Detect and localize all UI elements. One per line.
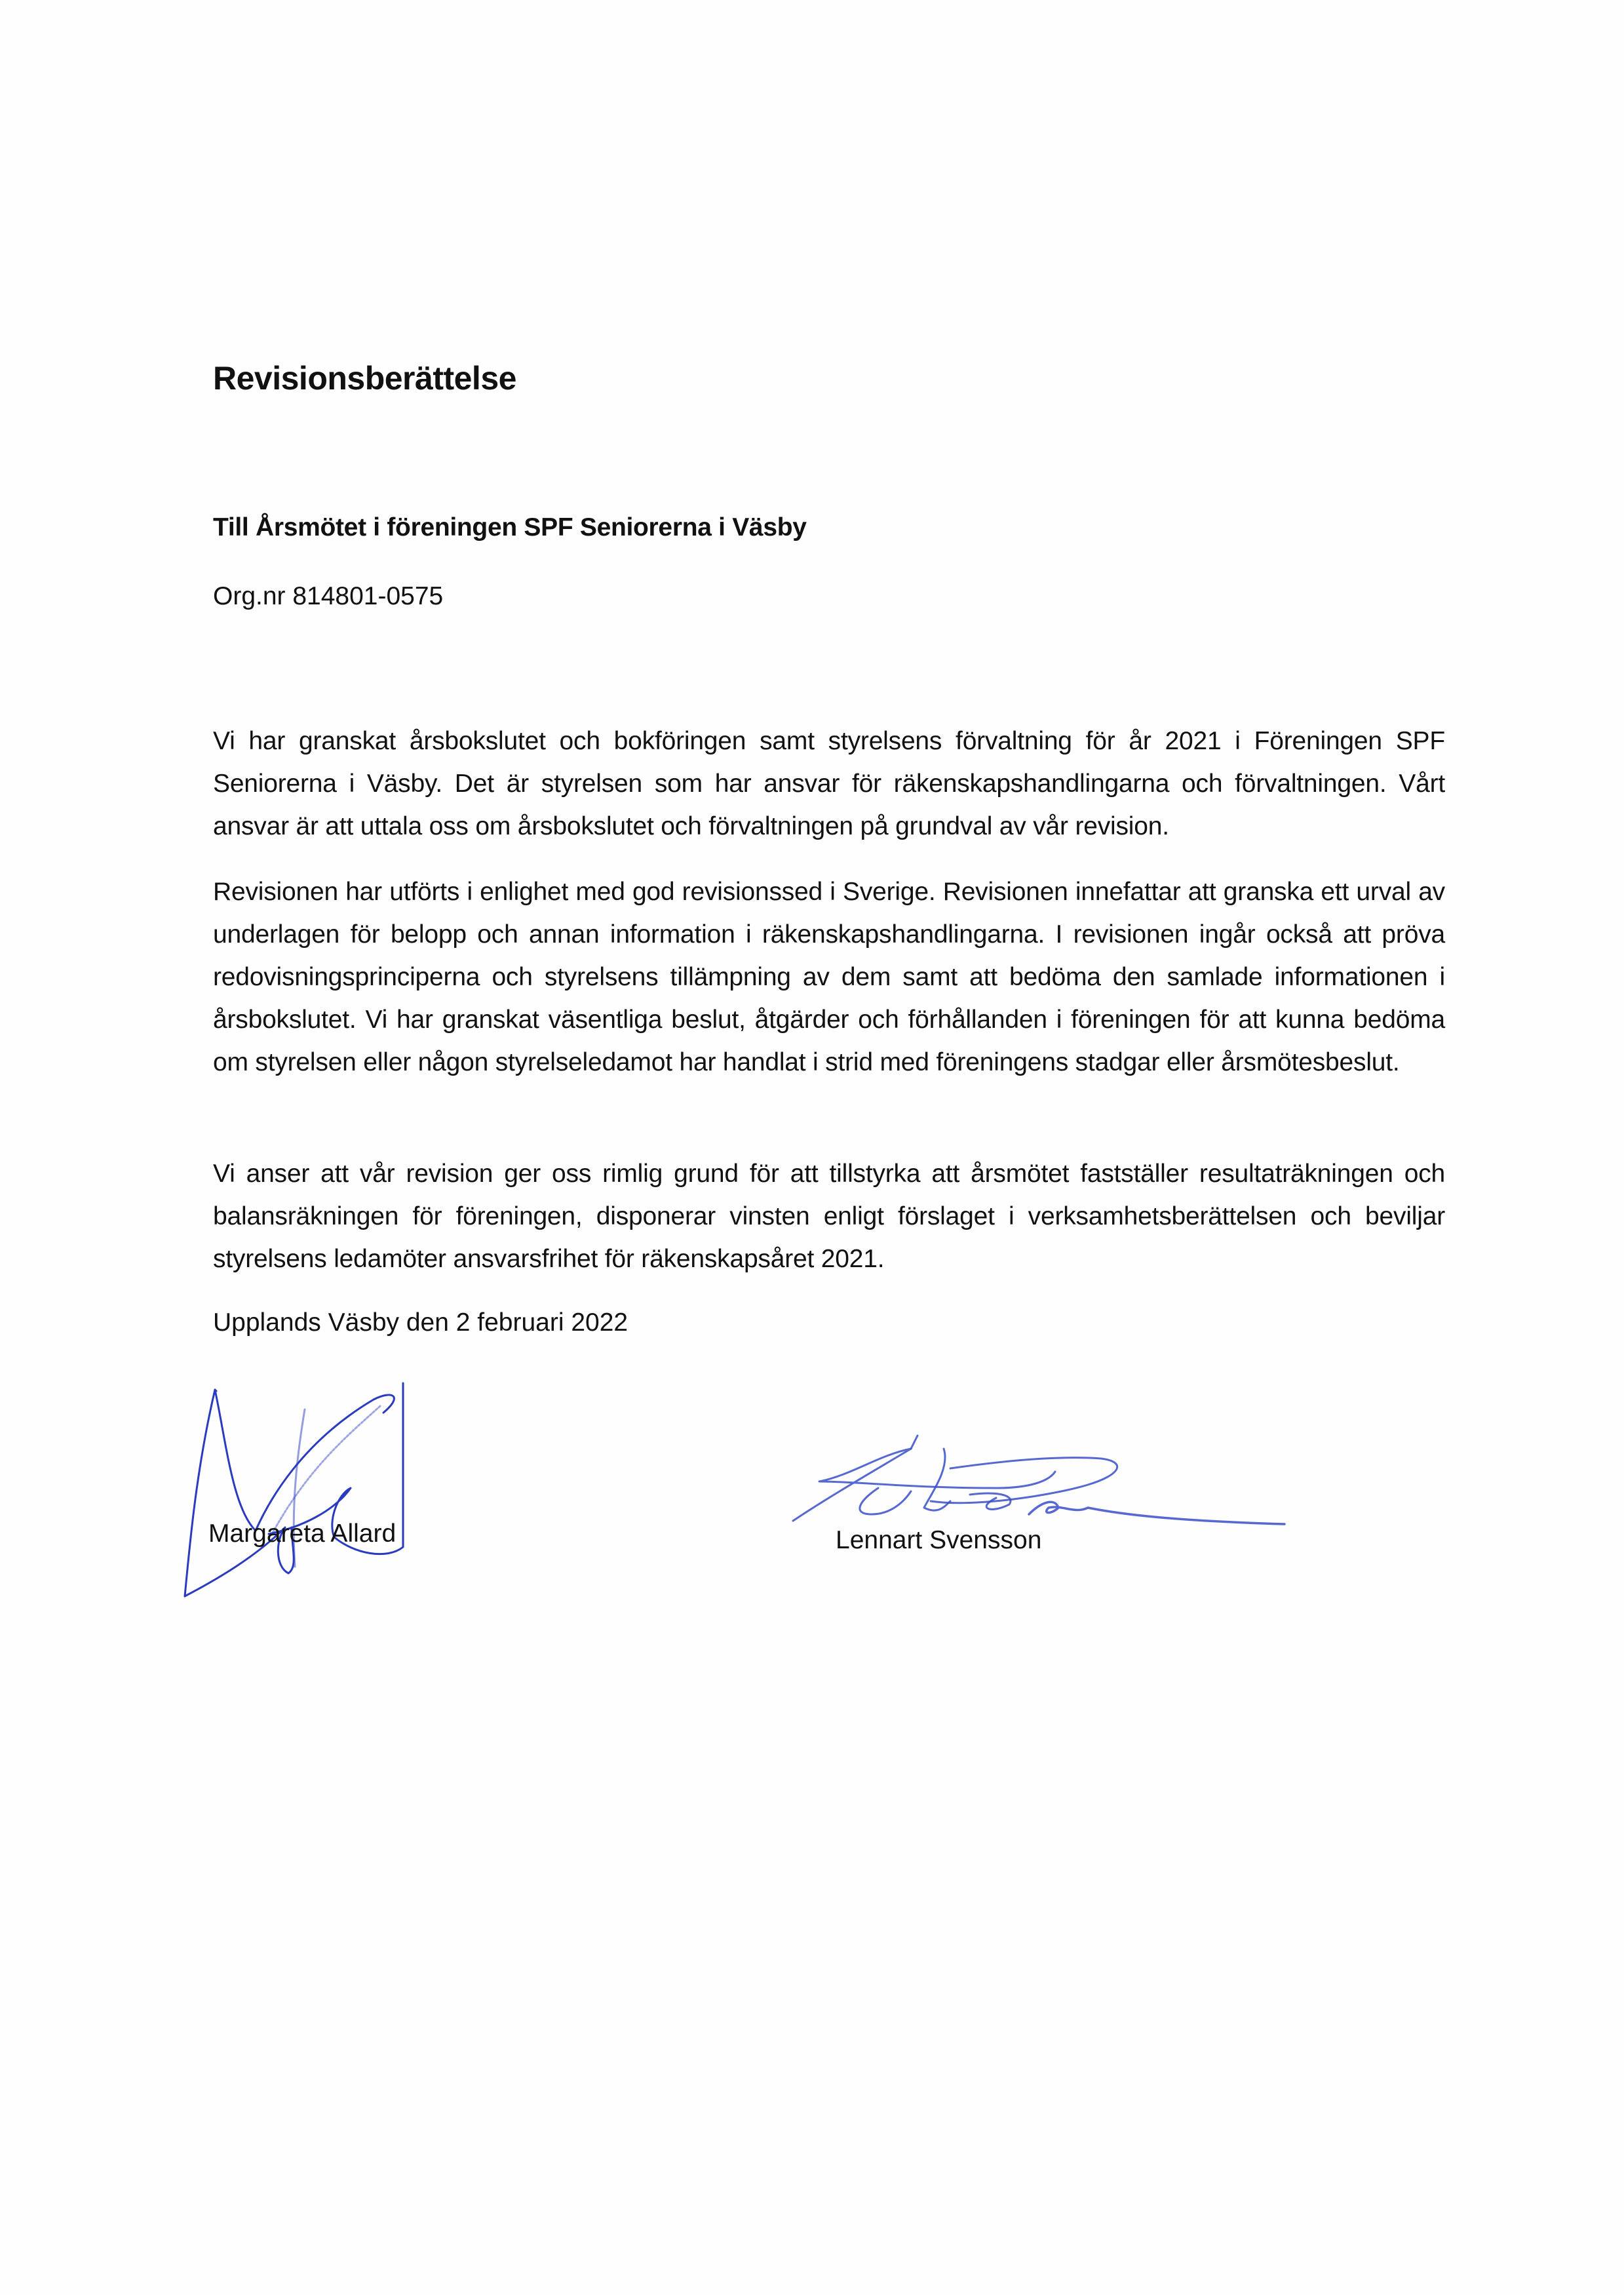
paragraph-method: Revisionen har utförts i enlighet med god revisionssed i Sverige. Revisionen innefattar att granska ett urval av underlagen för belopp och annan information i räkenskapshandlingarna. I revisionen ingår också att pröva redovisningsprinciperna och styrelsens tillämpning av dem samt att bedöma den samlade informationen i årsbokslutet. Vi har granskat väsentliga beslut, åtgärder och förhållanden i föreningen för att kunna bedöma om styrelsen eller någon styrelseledamot har handlat i strid med föreningens stadgar eller årsmötesbeslut.	[213, 878, 1445, 1076]
organization-number: Org.nr 814801-0575	[213, 582, 444, 610]
paragraph-opinion: Vi anser att vår revision ger oss rimlig grund för att tillstyrka att årsmötet fastställer resultaträkningen och balansräkningen för föreningen, disponerar vinsten enligt förslaget i verksamhetsberättelsen och beviljar styrelsens ledamöter ansvarsfrihet för räkenskapsåret 2021.	[213, 1160, 1445, 1273]
paragraph-scope: Vi har granskat årsbokslutet och bokföringen samt styrelsens förvaltning för år 2021 i Föreningen SPF Seniorerna i Väsby. Det är styrelsen som har ansvar för räkenskapshandlingarna och förvaltningen. Vårt ansvar är att uttala oss om årsbokslutet och förvaltningen på grundval av vår revision.	[213, 727, 1445, 840]
signatory-name: Margareta Allard	[208, 1520, 396, 1548]
addressee-heading: Till Årsmötet i föreningen SPF Seniorerna i Väsby	[213, 513, 807, 541]
place-and-date: Upplands Väsby den 2 februari 2022	[213, 1308, 628, 1337]
signatory-name: Lennart Svensson	[836, 1526, 1042, 1554]
document-title: Revisionsberättelse	[213, 360, 516, 397]
signature-margareta-allard-icon	[177, 1370, 426, 1606]
